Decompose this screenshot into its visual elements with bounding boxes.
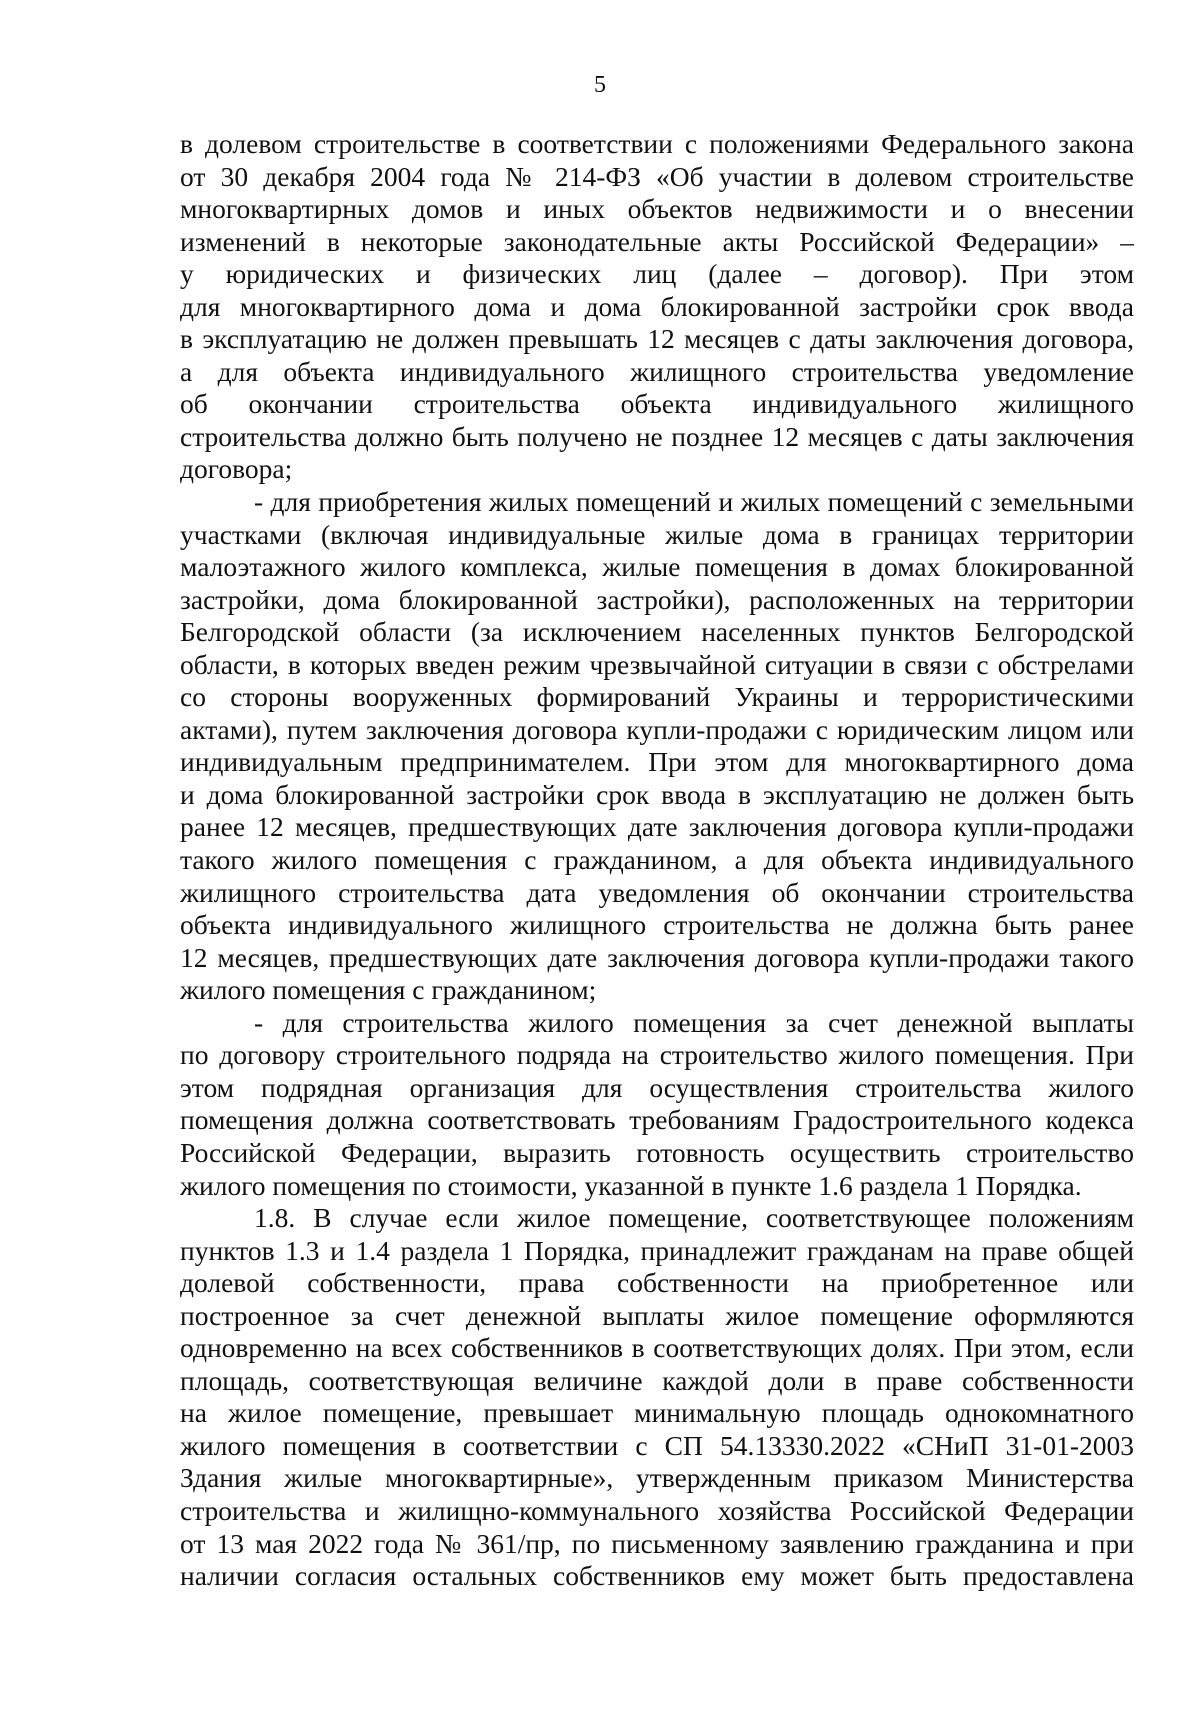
text-line: у юридических и физических лиц (далее – договор). При этом [180, 258, 1134, 290]
text-line: строительства и жилищно-коммунального хозяйства Российской Федерации [180, 1494, 1134, 1526]
text-line: области, в которых введен режим чрезвычайной ситуации в связи с обстрелами [180, 648, 1134, 680]
text-line: объекта индивидуального жилищного строительства не должна быть ранее [180, 909, 1134, 941]
text-line: строительства должно быть получено не позднее 12 месяцев с даты заключения [180, 420, 1134, 452]
text-line: - для приобретения жилых помещений и жилых помещений с земельными [254, 486, 1134, 518]
text-line: в эксплуатацию не должен превышать 12 месяцев с даты заключения договора, [180, 323, 1134, 355]
text-line: договора; [180, 453, 293, 485]
text-line: долевой собственности, права собственности на приобретенное или [180, 1267, 1134, 1299]
text-line: ранее 12 месяцев, предшествующих дате заключения договора купли-продажи [180, 811, 1134, 843]
text-line: жилого помещения с гражданином; [180, 974, 597, 1006]
text-line: жилого помещения по стоимости, указанной в пункте 1.6 раздела 1 Порядка. [180, 1169, 1082, 1201]
text-line: 12 месяцев, предшествующих дате заключения договора купли-продажи такого [180, 941, 1134, 973]
text-line: площадь, соответствующая величине каждой доли в праве собственности [180, 1364, 1134, 1396]
text-line: индивидуальным предпринимателем. При этом для многоквартирного дома [180, 746, 1134, 778]
text-line: наличии согласия остальных собственников ему может быть предоставлена [180, 1560, 1134, 1592]
text-line: для многоквартирного дома и дома блокированной застройки срок ввода [180, 290, 1134, 322]
text-line: Российской Федерации, выразить готовность осуществить строительство [180, 1136, 1134, 1168]
text-line: Белгородской области (за исключением населенных пунктов Белгородской [180, 616, 1134, 648]
page-number: 5 [594, 72, 606, 98]
document-body [180, 128, 1134, 1593]
text-line: жилого помещения в соответствии с СП 54.13330.2022 «СНиП 31-01-2003 [180, 1429, 1134, 1461]
text-line: такого жилого помещения с гражданином, а для объекта индивидуального [180, 844, 1134, 876]
text-line: со стороны вооруженных формирований Украины и террористическими [180, 681, 1134, 713]
text-line: изменений в некоторые законодательные акты Российской Федерации» – [180, 225, 1134, 257]
text-line: пунктов 1.3 и 1.4 раздела 1 Порядка, принадлежит гражданам на праве общей [180, 1234, 1134, 1266]
text-line: жилищного строительства дата уведомления об окончании строительства [180, 876, 1134, 908]
text-line: от 30 декабря 2004 года № 214-ФЗ «Об участии в долевом строительстве [180, 160, 1134, 192]
text-line: об окончании строительства объекта индивидуального жилищного [180, 388, 1134, 420]
text-line: построенное за счет денежной выплаты жилое помещение оформляются [180, 1299, 1134, 1331]
text-line: помещения должна соответствовать требованиям Градостроительного кодекса [180, 1104, 1134, 1136]
text-line: застройки, дома блокированной застройки), расположенных на территории [180, 583, 1134, 615]
text-line: и дома блокированной застройки срок ввода в эксплуатацию не должен быть [180, 778, 1134, 810]
text-line: от 13 мая 2022 года № 361/пр, по письменному заявлению гражданина и при [180, 1527, 1134, 1559]
text-line: одновременно на всех собственников в соответствующих долях. При этом, если [180, 1332, 1134, 1364]
text-line: этом подрядная организация для осуществления строительства жилого [180, 1071, 1134, 1103]
text-line: в долевом строительстве в соответствии с положениями Федерального закона [180, 128, 1134, 159]
text-line: участками (включая индивидуальные жилые дома в границах территории [180, 518, 1134, 550]
text-line: на жилое помещение, превышает минимальную площадь однокомнатного [180, 1397, 1134, 1429]
text-line: многоквартирных домов и иных объектов недвижимости и о внесении [180, 193, 1134, 225]
text-line: по договору строительного подряда на строительство жилого помещения. При [180, 1039, 1134, 1071]
text-line: а для объекта индивидуального жилищного строительства уведомление [180, 355, 1134, 387]
text-line: - для строительства жилого помещения за счет денежной выплаты [254, 1006, 1134, 1038]
text-line: 1.8. В случае если жилое помещение, соответствующее положениям [254, 1202, 1134, 1234]
text-line: Здания жилые многоквартирные», утвержденным приказом Министерства [180, 1462, 1134, 1494]
text-line: малоэтажного жилого комплекса, жилые помещения в домах блокированной [180, 551, 1134, 583]
text-line: актами), путем заключения договора купли-продажи с юридическим лицом или [180, 713, 1134, 745]
